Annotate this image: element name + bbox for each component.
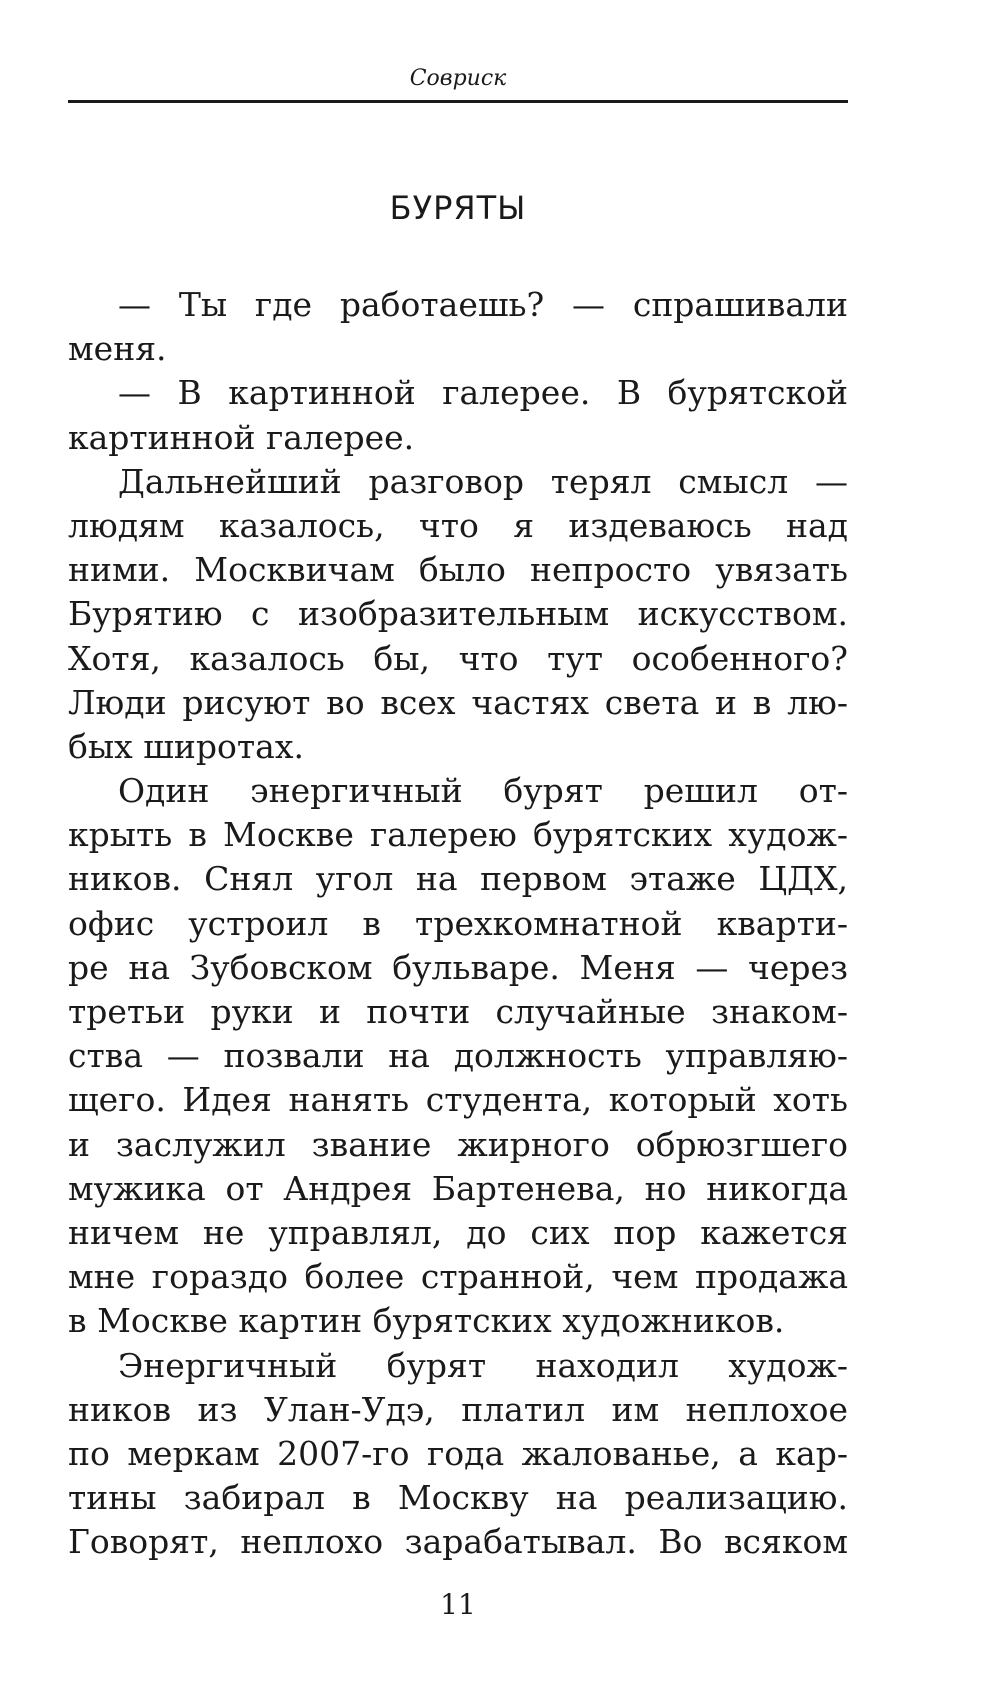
text-line: щего. Идея нанять студента, который хоть xyxy=(68,1080,848,1120)
running-head: Совриск xyxy=(409,66,507,91)
text-line: крыть в Москве галерею бурятских худож- xyxy=(68,815,848,855)
header-rule xyxy=(68,100,848,103)
text-line: — Ты где работаешь? — спрашивали xyxy=(118,285,848,324)
text-line: мужика от Андрея Бартенева, но никогда xyxy=(68,1168,848,1208)
text-line: меня. xyxy=(68,329,167,369)
text-line: в Москве картин бурятских художников. xyxy=(68,1301,785,1341)
text-line: бых широтах. xyxy=(68,726,304,766)
text-line: ничем не управлял, до сих пор кажется xyxy=(68,1212,848,1252)
text-line: — В картинной галерее. В бурятской xyxy=(118,373,848,413)
text-line: Говорят, неплохо зарабатывал. Во всяком xyxy=(68,1522,848,1562)
text-line: Один энергичный бурят решил от- xyxy=(118,771,848,811)
text-line: ства — позвали на должность управляю- xyxy=(68,1036,848,1076)
text-line: Хотя, казалось бы, что тут особенного? xyxy=(68,638,848,678)
chapter-title: БУРЯТЫ xyxy=(389,189,527,227)
text-line: мне гораздо более странной, чем продажа xyxy=(68,1257,848,1297)
body-text xyxy=(68,283,848,1564)
text-line: тины забирал в Москву на реализацию. xyxy=(68,1478,848,1518)
text-line: и заслужил звание жирного обрюзгшего xyxy=(68,1124,848,1164)
text-line: Дальнейший разговор терял смысл — xyxy=(118,461,848,501)
page-number: 11 xyxy=(440,1588,476,1621)
text-line: Энергичный бурят находил худож- xyxy=(118,1345,848,1385)
text-line: ними. Москвичам было непросто увязать xyxy=(68,550,848,590)
text-line: ников. Снял угол на первом этаже ЦДХ, xyxy=(68,859,848,899)
text-line: картинной галерее. xyxy=(68,417,415,457)
text-line: людям казалось, что я издеваюсь над xyxy=(68,505,848,545)
text-line: третьи руки и почти случайные знаком- xyxy=(68,992,848,1031)
text-line: Бурятию с изобразительным искусством. xyxy=(68,594,848,634)
text-line: ников из Улан-Удэ, платил им неплохое xyxy=(68,1389,848,1429)
text-line: офис устроил в трехкомнатной кварти- xyxy=(68,903,848,943)
text-line: ре на Зубовском бульваре. Меня — через xyxy=(68,947,848,987)
text-line: Люди рисуют во всех частях света и в лю- xyxy=(68,682,848,722)
text-line: по меркам 2007-го года жалованье, а кар- xyxy=(68,1433,848,1473)
